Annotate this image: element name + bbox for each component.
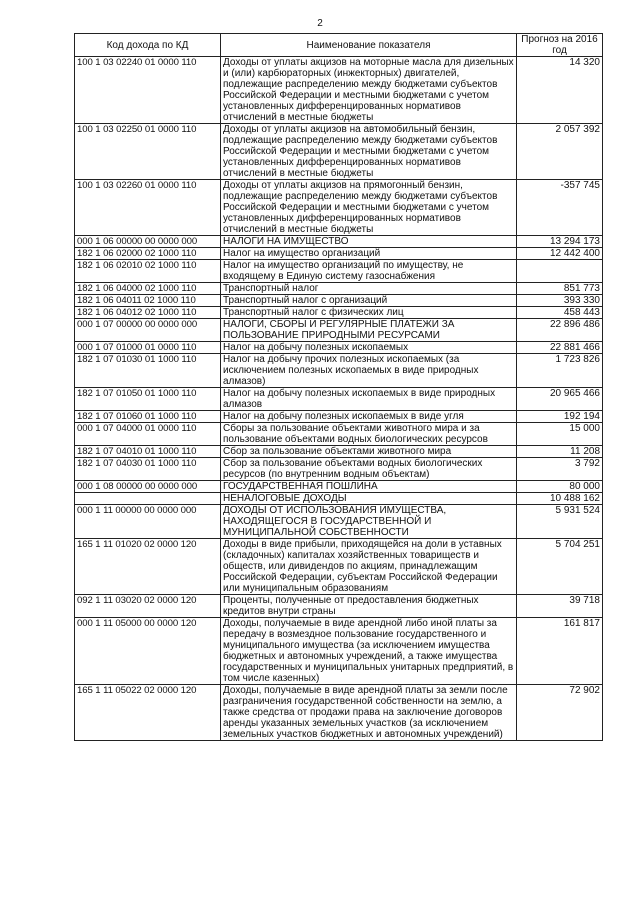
name-cell: Транспортный налог с организаций	[221, 295, 517, 307]
code-cell: 182 1 07 01050 01 1000 110	[75, 388, 221, 411]
forecast-value-cell: 1 723 826	[517, 354, 603, 388]
name-cell: Транспортный налог	[221, 283, 517, 295]
forecast-value-cell: 393 330	[517, 295, 603, 307]
table-header-row	[75, 34, 603, 57]
name-cell: Доходы от уплаты акцизов на прямогонный бензин, подлежащие распределению между бюджетами субъектов Российской Федерации и местными бюджетами с учетом установленных дифференцированных нормативов отчислений в местные бюджеты	[221, 180, 517, 236]
table-row	[75, 283, 603, 295]
code-cell: 165 1 11 01020 02 0000 120	[75, 539, 221, 595]
name-cell: Налог на имущество организаций по имуществу, не входящему в Единую систему газоснабжения	[221, 260, 517, 283]
code-cell: 182 1 07 04030 01 1000 110	[75, 458, 221, 481]
name-cell: Доходы в виде прибыли, приходящейся на доли в уставных (складочных) капиталах хозяйственных товариществ и обществ, или дивидендов по акциям, принадлежащим Российской Федерации, субъектам Российской Федерации или муниципальным образованиям	[221, 539, 517, 595]
forecast-value-cell: 13 294 173	[517, 236, 603, 248]
code-cell: 165 1 11 05022 02 0000 120	[75, 685, 221, 741]
name-cell: Налог на добычу полезных ископаемых в виде угля	[221, 411, 517, 423]
table-row	[75, 248, 603, 260]
page-number: 2	[317, 18, 323, 29]
column-header-forecast: Прогноз на 2016 год	[517, 34, 603, 57]
column-header-name: Наименование показателя	[221, 34, 517, 57]
name-cell: Доходы, получаемые в виде арендной платы за земли после разграничения государственной собственности на землю, а также средства от продажи права на заключение договоров аренды указанных земельных участков (за исключением земельных участков бюджетных и автономных учреждений)	[221, 685, 517, 741]
forecast-value-cell: 22 881 466	[517, 342, 603, 354]
code-cell: 182 1 06 04011 02 1000 110	[75, 295, 221, 307]
forecast-value-cell: 80 000	[517, 481, 603, 493]
forecast-value-cell: 161 817	[517, 618, 603, 685]
table-row	[75, 295, 603, 307]
code-cell: 182 1 06 04012 02 1000 110	[75, 307, 221, 319]
revenue-forecast-table	[74, 33, 603, 741]
forecast-value-cell: 5 931 524	[517, 505, 603, 539]
forecast-value-cell: 72 902	[517, 685, 603, 741]
code-cell: 182 1 06 04000 02 1000 110	[75, 283, 221, 295]
name-cell: Налог на добычу прочих полезных ископаемых (за исключением полезных ископаемых в виде природных алмазов)	[221, 354, 517, 388]
forecast-value-cell: 5 704 251	[517, 539, 603, 595]
code-cell: 100 1 03 02240 01 0000 110	[75, 57, 221, 124]
forecast-value-cell: 10 488 162	[517, 493, 603, 505]
code-cell: 000 1 06 00000 00 0000 000	[75, 236, 221, 248]
name-cell: Налог на имущество организаций	[221, 248, 517, 260]
table-row	[75, 595, 603, 618]
forecast-value-cell: 20 965 466	[517, 388, 603, 411]
forecast-value-cell: 458 443	[517, 307, 603, 319]
column-header-code: Код дохода по КД	[75, 34, 221, 57]
table-row	[75, 388, 603, 411]
table-row	[75, 236, 603, 248]
table-row	[75, 446, 603, 458]
table-row	[75, 618, 603, 685]
table-row	[75, 481, 603, 493]
code-cell: 000 1 07 00000 00 0000 000	[75, 319, 221, 342]
table-row	[75, 354, 603, 388]
table-row	[75, 124, 603, 180]
code-cell: 000 1 07 04000 01 0000 110	[75, 423, 221, 446]
forecast-value-cell: 851 773	[517, 283, 603, 295]
forecast-value-cell: 39 718	[517, 595, 603, 618]
name-cell: Сборы за пользование объектами животного мира и за пользование объектами водных биологических ресурсов	[221, 423, 517, 446]
name-cell: Налог на добычу полезных ископаемых в виде природных алмазов	[221, 388, 517, 411]
table-row	[75, 423, 603, 446]
forecast-value-cell: 11 208	[517, 446, 603, 458]
code-cell: 100 1 03 02260 01 0000 110	[75, 180, 221, 236]
name-cell: Сбор за пользование объектами водных биологических ресурсов (по внутренним водным объектам)	[221, 458, 517, 481]
forecast-value-cell: 22 896 486	[517, 319, 603, 342]
forecast-value-cell: 14 320	[517, 57, 603, 124]
forecast-value-cell	[517, 260, 603, 283]
code-cell: 092 1 11 03020 02 0000 120	[75, 595, 221, 618]
name-cell: Налог на добычу полезных ископаемых	[221, 342, 517, 354]
code-cell: 182 1 07 04010 01 1000 110	[75, 446, 221, 458]
name-cell: ДОХОДЫ ОТ ИСПОЛЬЗОВАНИЯ ИМУЩЕСТВА, НАХОДЯЩЕГОСЯ В ГОСУДАРСТВЕННОЙ И МУНИЦИПАЛЬНОЙ СОБСТВЕННОСТИ	[221, 505, 517, 539]
code-cell: 000 1 07 01000 01 0000 110	[75, 342, 221, 354]
code-cell: 000 1 08 00000 00 0000 000	[75, 481, 221, 493]
table-row	[75, 307, 603, 319]
forecast-value-cell: 15 000	[517, 423, 603, 446]
forecast-value-cell: -357 745	[517, 180, 603, 236]
name-cell: Доходы от уплаты акцизов на автомобильный бензин, подлежащие распределению между бюджетами субъектов Российской Федерации и местными бюджетами с учетом установленных дифференцированных нормативов отчислений в местные бюджеты	[221, 124, 517, 180]
table-row	[75, 260, 603, 283]
code-cell	[75, 493, 221, 505]
table-row	[75, 493, 603, 505]
name-cell: ГОСУДАРСТВЕННАЯ ПОШЛИНА	[221, 481, 517, 493]
forecast-value-cell: 12 442 400	[517, 248, 603, 260]
table-row	[75, 539, 603, 595]
code-cell: 182 1 06 02010 02 1000 110	[75, 260, 221, 283]
name-cell: НАЛОГИ, СБОРЫ И РЕГУЛЯРНЫЕ ПЛАТЕЖИ ЗА ПОЛЬЗОВАНИЕ ПРИРОДНЫМИ РЕСУРСАМИ	[221, 319, 517, 342]
code-cell: 000 1 11 05000 00 0000 120	[75, 618, 221, 685]
forecast-value-cell: 3 792	[517, 458, 603, 481]
table-row	[75, 342, 603, 354]
name-cell: Проценты, полученные от предоставления бюджетных кредитов внутри страны	[221, 595, 517, 618]
name-cell: Доходы от уплаты акцизов на моторные масла для дизельных и (или) карбюраторных (инжекторных) двигателей, подлежащие распределению между бюджетами субъектов Российской Федерации и местными бюджетами с учетом установленных дифференцированных нормативов отчислений в местные бюджеты	[221, 57, 517, 124]
code-cell: 182 1 06 02000 02 1000 110	[75, 248, 221, 260]
table-row	[75, 685, 603, 741]
name-cell: НЕНАЛОГОВЫЕ ДОХОДЫ	[221, 493, 517, 505]
name-cell: Транспортный налог с физических лиц	[221, 307, 517, 319]
code-cell: 000 1 11 00000 00 0000 000	[75, 505, 221, 539]
name-cell: Доходы, получаемые в виде арендной либо иной платы за передачу в возмездное пользование государственного и муниципального имущества (за исключением имущества бюджетных и автономных учреждений, а также имущества государственных и муниципальных унитарных предприятий, в том числе казенных)	[221, 618, 517, 685]
table-row	[75, 180, 603, 236]
code-cell: 182 1 07 01030 01 1000 110	[75, 354, 221, 388]
code-cell: 182 1 07 01060 01 1000 110	[75, 411, 221, 423]
table-row	[75, 319, 603, 342]
name-cell: Сбор за пользование объектами животного мира	[221, 446, 517, 458]
table-row	[75, 411, 603, 423]
table-row	[75, 57, 603, 124]
name-cell: НАЛОГИ НА ИМУЩЕСТВО	[221, 236, 517, 248]
code-cell: 100 1 03 02250 01 0000 110	[75, 124, 221, 180]
forecast-value-cell: 2 057 392	[517, 124, 603, 180]
table-body	[75, 57, 603, 741]
forecast-value-cell: 192 194	[517, 411, 603, 423]
table-row	[75, 458, 603, 481]
table-row	[75, 505, 603, 539]
